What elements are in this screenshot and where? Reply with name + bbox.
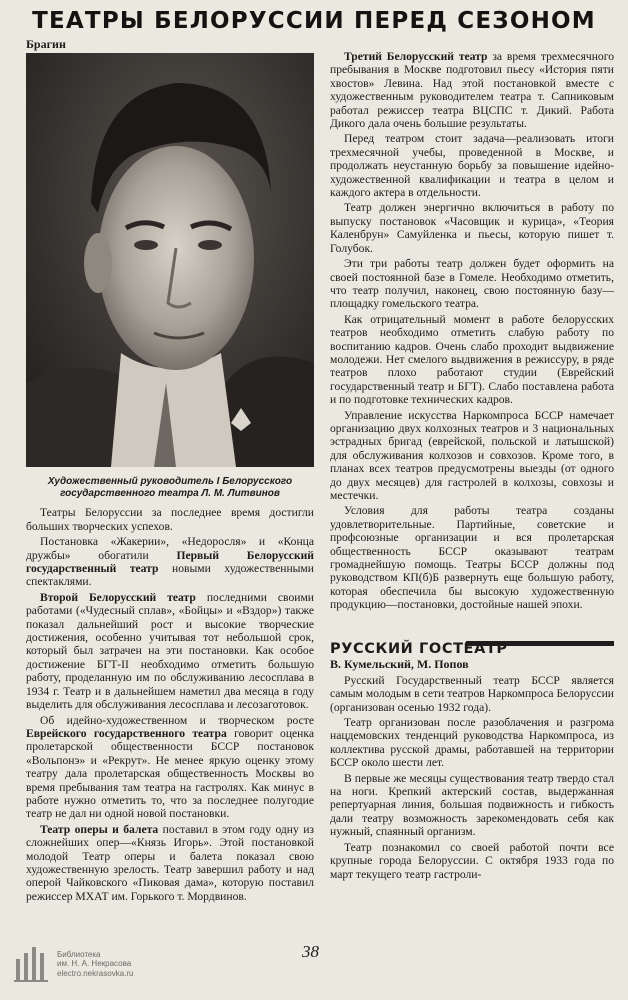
page-headline: ТЕАТРЫ БЕЛОРУССИИ ПЕРЕД СЕЗОНОМ [32, 8, 596, 34]
left-paragraph-1: Театры Белоруссии за последнее время достигли больших творческих успехов. [26, 506, 314, 533]
right-paragraph-6: Управление искусства Наркомпроса БССР намечает организацию двух колхозных театров и 3 национальных эстрадных бригад (еврейской, польской и латышской) для обслуживания колхозов и совхозов. Кроме того, в планах всех театров предусмотрены выезды (от одного до двух месяцев) для гастролей в колхозы, совхозы и местечки. [330, 408, 614, 502]
russian-paragraph-1: Русский Государственный театр БССР является самым молодым в сети театров Наркомпроса Белоруссии (организован осенью 1932 года). [330, 673, 614, 714]
library-logo-icon [14, 945, 52, 983]
author-bragin: Брагин [26, 37, 66, 51]
portrait-photo [26, 53, 314, 467]
left-paragraph-2: Постановка «Жакерии», «Недоросля» и «Конца дружбы» обогатили Первый Белорусский государственный театр новыми художественными спектаклями. [26, 535, 314, 589]
right-column-top [330, 50, 614, 612]
left-paragraph-3: Второй Белорусский театр последними своими работами («Чудесный сплав», «Бойцы» и «Вздор») также показал дальнейший рост и высокие творческие достижения, особенно учитывая тот небольшой срок, который был затрачен на эти постановки. Как особое достижение БГТ-II необходимо отметить большую работу, проделанную им по обслуживанию лесосплава в 1934 г. Театр и в дальнейшем наметил два месяца в году выделить для обслуживания лесосплава и лесозаготовок. [26, 590, 314, 712]
right-column-bottom [330, 643, 614, 881]
left-paragraph-4: Об идейно-художественном и творческом росте Еврейского государственного театра говорит оценка пролетарской общественности БССР постановок «Вольпонэ» и «Рекрут». Не менее яркую оценку этому театру дала пролетарская общественность Москвы во время пребывания там театра на гастролях. Как минус в работе нужно отметить то, что за последнее полугодие театр не дал ни одной новой постановки. [26, 713, 314, 821]
photo-caption: Художественный руководитель I Белорусского государственного театра Л. М. Литвинов [47, 476, 293, 500]
left-column [26, 38, 314, 903]
portrait-image [26, 53, 314, 467]
right-paragraph-4: Эти три работы театр должен будет оформить на своей постоянной базе в Гомеле. Необходимо отметить, что театр получил, наконец, свою постоянную базу—площадку гомельского театра. [330, 257, 614, 311]
right-paragraph-3: Театр должен энергично включиться в работу по выпуску постановок «Часовщик и курица», «Теория Каленбрун» Самуйленка и пьесы, которую пишет т. Голубок. [330, 201, 614, 255]
russian-paragraph-3: В первые же месяцы существования театр твердо стал на ноги. Крепкий актерский состав, выдержанная репертуарная линия, большая подвижность и гибкость дали театру возможность зарекомендовать себя как нужный, спаянный организм. [330, 771, 614, 839]
section-authors: В. Кумельский, М. Попов [330, 657, 469, 672]
right-paragraph-1: Третий Белорусский театр за время трехмесячного пребывания в Москве подготовил пьесу «История пяти хвостов» Левина. Над этой постановкой вместе с художественным руководителем театра т. Сапниковым работал режиссер театра ВЦСПС т. Дикий. Работа Дикого дала очень большие результаты. [330, 50, 614, 131]
russian-paragraph-2: Театр организован после разоблачения и разгрома нацдемовских тенденций руководства Наркомпроса, из коллектива русской драмы, работавшей на территории БССР около шести лет. [330, 716, 614, 770]
right-paragraph-7: Условия для работы театра созданы удовлетворительные. Партийные, советские и профсоюзные организации и вся пролетарская общественность БССР оказывают театрам громаднейшую помощь. Театры БССР должны под руководством КП(б)Б развернуть еще большую работу, которая обеспечила бы высокую художественную продукцию—постановки, достойные нашей эпохи. [330, 504, 614, 612]
russian-paragraph-4: Театр познакомил со своей работой почти все крупные города Белоруссии. С октября 1933 года по март текущего театр гастроли- [330, 840, 614, 881]
library-watermark [14, 945, 133, 983]
page-number: 38 [302, 942, 319, 961]
right-paragraph-2: Перед театром стоит задача—реализовать итоги трехмесячной учебы, проведенной в Москве, и продолжать неустанную борьбу за повышение идейно-художественной квалификации и театра в целом и каждого актера в отдельности. [330, 132, 614, 200]
right-paragraph-5: Как отрицательный момент в работе белорусских театров необходимо отметить слабую работу по воспитанию кадров. Очень слабо проходит выдвижение молодежи. Нет смелого выдвижения в режиссуру, в ряде театров плохо работают студии (Еврейский государственный театр и БГТ). Слабо поставлена работа и по подготовке технических кадров. [330, 312, 614, 407]
left-paragraph-5: Театр оперы и балета поставил в этом году одну из сложнейших опер—«Князь Игорь». Этой постановкой молодой Театр оперы и балета показал свою художественную зрелость. Театр завершил работу и над оперой Чайковского «Пиковая дама», которую поставил режиссер МХАТ им. Горького т. Мордвинов. [26, 822, 315, 903]
library-text: Библиотека им. Н. А. Некрасова electro.nekrasovka.ru [57, 949, 134, 978]
section-title-russian-theatre: РУССКИЙ ГОСТЕАТР [330, 641, 508, 657]
